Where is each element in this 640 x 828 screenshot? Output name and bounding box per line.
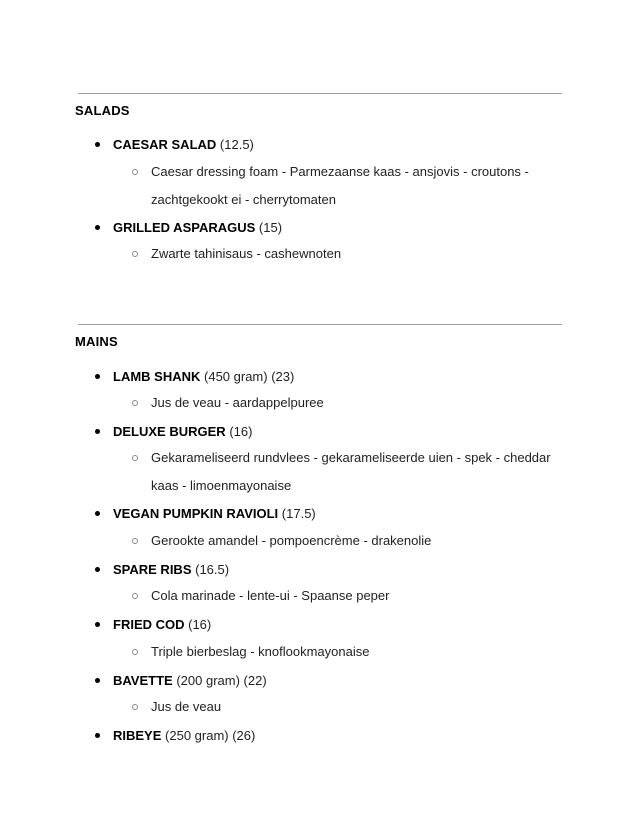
item-description: Jus de veau	[132, 693, 532, 721]
item-description: Triple bierbeslag - knoflookmayonaise	[132, 638, 532, 666]
circle-bullet-icon	[132, 251, 138, 257]
menu-item	[95, 728, 255, 743]
bullet-icon	[95, 511, 100, 516]
bullet-icon	[95, 225, 100, 230]
item-price: (15)	[258, 220, 283, 235]
item-description: Gekarameliseerd rundvlees - gekarameliseerde uien - spek - cheddar kaas - limoenmayonaise	[132, 444, 572, 499]
menu-item	[95, 424, 252, 439]
item-name: FRIED COD	[113, 617, 185, 632]
bullet-icon	[95, 733, 100, 738]
menu-item	[95, 617, 211, 632]
section-divider	[78, 324, 562, 325]
item-price: (200 gram) (22)	[176, 673, 267, 688]
item-price: (17.5)	[281, 506, 316, 521]
bullet-icon	[95, 429, 100, 434]
item-price: (16)	[188, 617, 212, 632]
circle-bullet-icon	[132, 538, 138, 544]
item-description: Zwarte tahinisaus - cashewnoten	[132, 240, 532, 268]
item-description: Cola marinade - lente-ui - Spaanse peper	[132, 582, 532, 610]
bullet-icon	[95, 374, 100, 379]
circle-bullet-icon	[132, 400, 138, 406]
circle-bullet-icon	[132, 455, 138, 461]
item-price: (12.5)	[219, 137, 254, 152]
item-name: LAMB SHANK	[113, 369, 201, 384]
circle-bullet-icon	[132, 169, 138, 175]
item-name: CAESAR SALAD	[113, 137, 217, 152]
item-description: Jus de veau - aardappelpuree	[132, 389, 532, 417]
item-price: (16.5)	[195, 562, 230, 577]
bullet-icon	[95, 567, 100, 572]
section-heading-mains: MAINS	[75, 334, 118, 349]
bullet-icon	[95, 678, 100, 683]
item-name: DELUXE BURGER	[113, 424, 226, 439]
menu-item	[95, 673, 267, 688]
circle-bullet-icon	[132, 704, 138, 710]
menu-item	[95, 562, 229, 577]
item-name: RIBEYE	[113, 728, 162, 743]
menu-item	[95, 369, 294, 384]
circle-bullet-icon	[132, 593, 138, 599]
menu-item	[95, 220, 282, 235]
item-price: (250 gram) (26)	[165, 728, 256, 743]
bullet-icon	[95, 142, 100, 147]
menu-item	[95, 137, 254, 152]
item-description: Caesar dressing foam - Parmezaanse kaas - ansjovis - croutons - zachtgekookt ei - cherrytomaten	[132, 158, 532, 213]
item-name: GRILLED ASPARAGUS	[113, 220, 256, 235]
section-divider	[78, 93, 562, 94]
bullet-icon	[95, 622, 100, 627]
item-name: BAVETTE	[113, 673, 173, 688]
circle-bullet-icon	[132, 649, 138, 655]
item-price: (450 gram) (23)	[204, 369, 295, 384]
menu-item	[95, 506, 316, 521]
item-name: SPARE RIBS	[113, 562, 192, 577]
section-heading-salads: SALADS	[75, 103, 130, 118]
item-name: VEGAN PUMPKIN RAVIOLI	[113, 506, 279, 521]
item-price: (16)	[229, 424, 253, 439]
item-description: Gerookte amandel - pompoencrème - drakenolie	[132, 527, 532, 555]
